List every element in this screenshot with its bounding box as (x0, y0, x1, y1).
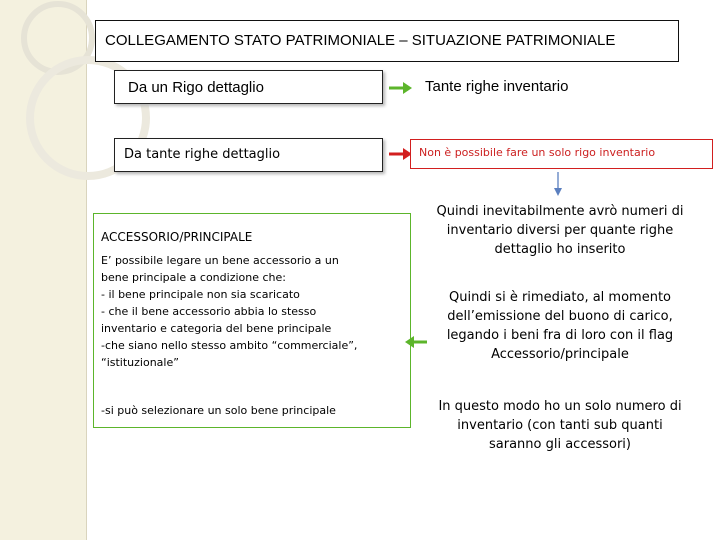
accessorio-line: inventario e categoria del bene principale (101, 322, 332, 335)
accessorio-last-line: -si può selezionare un solo bene principale (101, 404, 336, 417)
paragraph-line: saranno gli accessori) (488, 437, 631, 452)
paragraph-rimedio (418, 288, 702, 364)
paragraph-numeri-inventario (418, 202, 702, 259)
title-box (95, 20, 679, 62)
accessorio-principale-box (93, 213, 411, 428)
accessorio-line: E’ possibile legare un bene accessorio a un (101, 254, 339, 267)
paragraph-line: Quindi inevitabilmente avrò numeri di (436, 204, 684, 219)
paragraph-line: inventario diversi per quante righe (446, 223, 674, 238)
paragraph-line: In questo modo ho un solo numero di (438, 399, 682, 414)
tante-righe-label: Da tante righe dettaglio (124, 147, 281, 162)
paragraph-line: Quindi si è rimediato, al momento (448, 290, 671, 305)
paragraph-line: Accessorio/principale (491, 347, 629, 362)
rigo-dettaglio-label: Da un Rigo dettaglio (128, 79, 264, 96)
accessorio-line: - il bene principale non sia scaricato (101, 288, 300, 301)
paragraph-line: legando i beni fra di loro con il flag (446, 328, 674, 343)
accessorio-line: bene principale a condizione che: (101, 271, 286, 284)
accessorio-line: “istituzionale” (101, 356, 179, 369)
accessorio-title: ACCESSORIO/PRINCIPALE (101, 230, 253, 244)
accessorio-conditions (101, 252, 411, 371)
non-possibile-label: Non è possibile fare un solo rigo inventario (419, 146, 656, 159)
paragraph-conclusione (418, 397, 702, 454)
accessorio-line: -che siano nello stesso ambito “commerciale”, (101, 339, 358, 352)
tante-righe-box (114, 138, 383, 172)
tante-righe-inventario-label: Tante righe inventario (425, 78, 569, 95)
accessorio-line: - che il bene accessorio abbia lo stesso (101, 305, 317, 318)
blue-arrow-down-icon (552, 172, 564, 198)
rigo-dettaglio-box (114, 70, 383, 104)
page-title: COLLEGAMENTO STATO PATRIMONIALE – SITUAZIONE PATRIMONIALE (105, 32, 616, 49)
non-possibile-box (410, 139, 713, 169)
paragraph-line: dettaglio ho inserito (494, 242, 626, 257)
green-arrow-right-icon (388, 80, 414, 96)
paragraph-line: dell’emissione del buono di carico, (447, 309, 673, 324)
paragraph-line: inventario (con tanti sub quanti (457, 418, 663, 433)
